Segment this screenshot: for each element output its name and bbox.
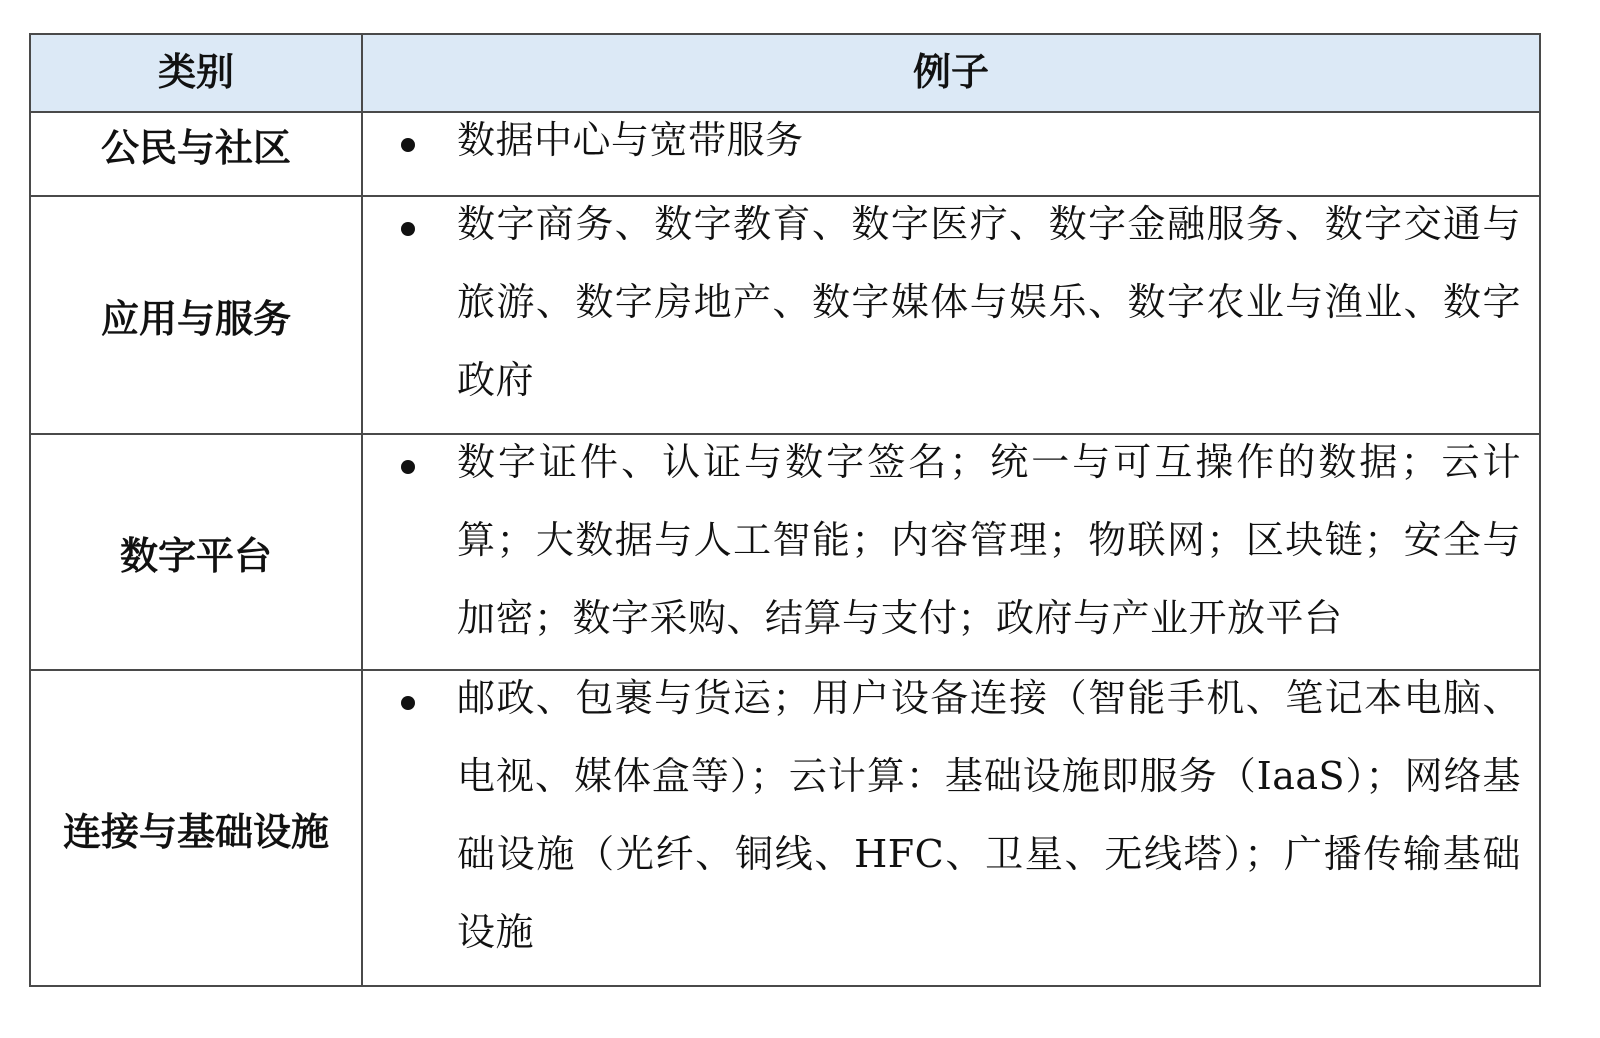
category-cell: 公民与社区 — [30, 112, 362, 196]
table-row — [30, 112, 1540, 196]
examples-text: 数字商务、数字教育、数字医疗、数字金融服务、数字交通与旅游、数字房地产、数字媒体与娱乐、数字农业与渔业、数字政府 — [457, 202, 1521, 402]
table-row — [30, 434, 1540, 670]
category-table-container — [29, 33, 1539, 987]
examples-cell — [362, 112, 1540, 196]
examples-cell — [362, 670, 1540, 986]
bullet-icon — [401, 460, 415, 474]
header-category: 类别 — [30, 34, 362, 112]
table-row — [30, 196, 1540, 434]
table-row — [30, 670, 1540, 986]
category-examples-table — [29, 33, 1541, 987]
examples-text: 数字证件、认证与数字签名；统一与可互操作的数据；云计算；大数据与人工智能；内容管理；物联网；区块链；安全与加密；数字采购、结算与支付；政府与产业开放平台 — [457, 440, 1521, 640]
bullet-icon — [401, 138, 415, 152]
examples-cell — [362, 434, 1540, 670]
examples-cell — [362, 196, 1540, 434]
examples-text: 数据中心与宽带服务 — [457, 118, 804, 162]
header-examples: 例子 — [362, 34, 1540, 112]
category-cell: 连接与基础设施 — [30, 670, 362, 986]
category-cell: 应用与服务 — [30, 196, 362, 434]
bullet-icon — [401, 222, 415, 236]
bullet-icon — [401, 696, 415, 710]
examples-text: 邮政、包裹与货运；用户设备连接（智能手机、笔记本电脑、电视、媒体盒等）；云计算：基础设施即服务（IaaS）；网络基础设施（光纤、铜线、HFC、卫星、无线塔）；广播传输基础设施 — [457, 676, 1521, 954]
category-cell: 数字平台 — [30, 434, 362, 670]
